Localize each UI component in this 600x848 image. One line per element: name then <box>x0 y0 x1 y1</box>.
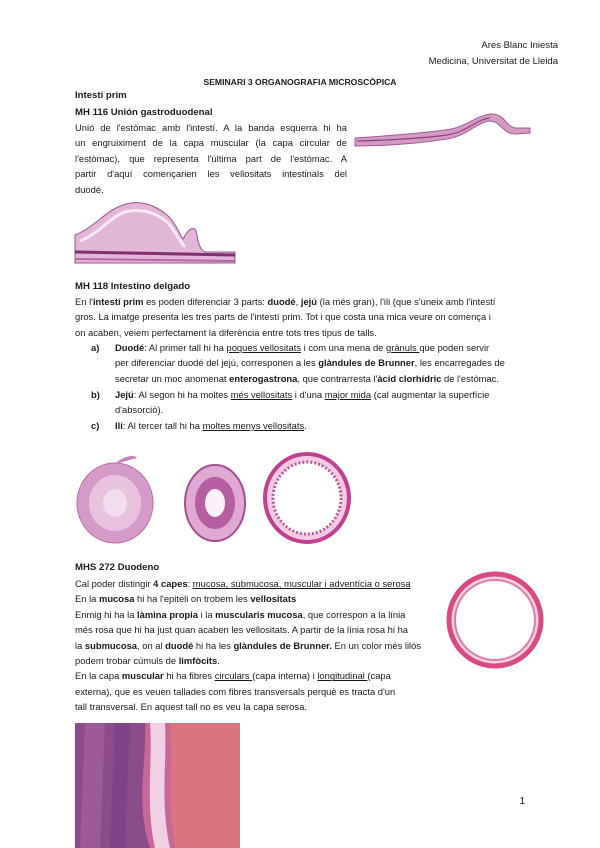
author-affiliation: Medicina, Universitat de Lleida <box>428 56 558 67</box>
list-item-ili <box>91 418 535 434</box>
author-block <box>429 38 558 70</box>
subheading-mh118: MH 118 Intestino delgado <box>75 281 191 292</box>
s1-line4: partir d'aquí començarien les vellositats intestinals del <box>75 168 347 180</box>
s3-line5: la submucosa, on al duodé hi ha les glàndules de Brunner. En un color més lilós <box>75 639 422 651</box>
s2-intro-line2: gros. La imatge presenta les tres parts de l'intestí prim. Tot i que costa una mica veure on comença i <box>75 311 491 323</box>
list-text-jeju: Jejú: Al segon hi ha moltes més vellositats i d'una major mida (cal augmentar la superfície d'absorció). <box>115 389 490 416</box>
document-title: SEMINARI 3 ORGANOGRAFIA MICROSCÒPICA <box>203 77 397 87</box>
author-name: Ares Blanc Iniesta <box>481 40 558 51</box>
s3-line3: Enmig hi ha la làmina propia i la muscularis mucosa, que correspon a la línia <box>75 608 406 620</box>
list-text-ili: Ili: Al tercer tall hi ha moltes menys vellositats. <box>115 420 307 431</box>
list-label-c: c) <box>91 420 100 431</box>
list-text-duode: Duodé: Al primer tall hi ha poques vellositats i com una mena de grànuls que poden servir per diferenciar duodé del jejú, corresponen a les glàndules de Brunner, les encarregades de secretar un moc anomenat enterogastrona, que contrarresta l'àcid clorhídric de l'estòmac. <box>115 342 505 384</box>
micrograph-gastroduodenal-left <box>75 197 235 267</box>
s3-line6: podem trobar cúmuls de limfòcits. <box>75 655 220 667</box>
list-item-duode <box>91 340 535 388</box>
s3-line8: externa), que es veuen tallades com fibres transversals perquè es tracta d'un <box>75 685 396 697</box>
section1-paragraph <box>75 120 347 197</box>
s3-line9: tall transversal. En aquest tall no es veu la capa serosa. <box>75 701 307 713</box>
s1-line1: Unió de l'estòmac amb l'intestí. A la banda esquerra hi ha <box>75 122 347 133</box>
s1-line3: l'estòmac), que representa l'última part de l'estòmac. A <box>75 152 347 164</box>
list-label-a: a) <box>91 342 100 353</box>
subheading-mhs272: MHS 272 Duodeno <box>75 562 160 573</box>
micrograph-duodenum-detail <box>75 723 240 848</box>
list-item-jeju <box>91 387 535 419</box>
micrograph-three-sections <box>75 448 365 548</box>
micrograph-duodenum-ring <box>445 570 545 670</box>
list-label-b: b) <box>91 389 100 400</box>
s2-intro-line1: En l'intestí prim es poden diferenciar 3 parts: duodé, jejú (la més gran), l'ili (que s'uneix amb l'intestí <box>75 296 496 307</box>
page-number: 1 <box>519 796 525 807</box>
section-heading-intesti-prim: Intestí prim <box>75 90 127 101</box>
section2-intro <box>75 294 535 340</box>
s2-intro-line3: on acaben, veiem perfectament la diferència entre tots tres tipus de talls. <box>75 326 377 338</box>
s1-line2: un engruiximent de la capa muscular (la capa circular de <box>75 137 347 149</box>
s3-line7: En la capa muscular hi ha fibres circulars (capa interna) i longitudinal (capa <box>75 670 391 682</box>
s3-line1: Cal poder distingir 4 capes: mucosa, submucosa, muscular i adventícia o serosa <box>75 578 411 589</box>
section3-paragraph <box>75 576 435 715</box>
s3-line4: més rosa que hi ha just quan acaben les vellositats. A partir de la línia rosa hi ha <box>75 624 409 636</box>
subheading-mh116: MH 116 Unión gastroduodenal <box>75 107 213 118</box>
micrograph-gastroduodenal-right <box>355 108 530 156</box>
s3-line2: En la mucosa hi ha l'epiteli on trobem les vellositats <box>75 593 297 605</box>
s1-line5: duodé. <box>75 183 104 195</box>
